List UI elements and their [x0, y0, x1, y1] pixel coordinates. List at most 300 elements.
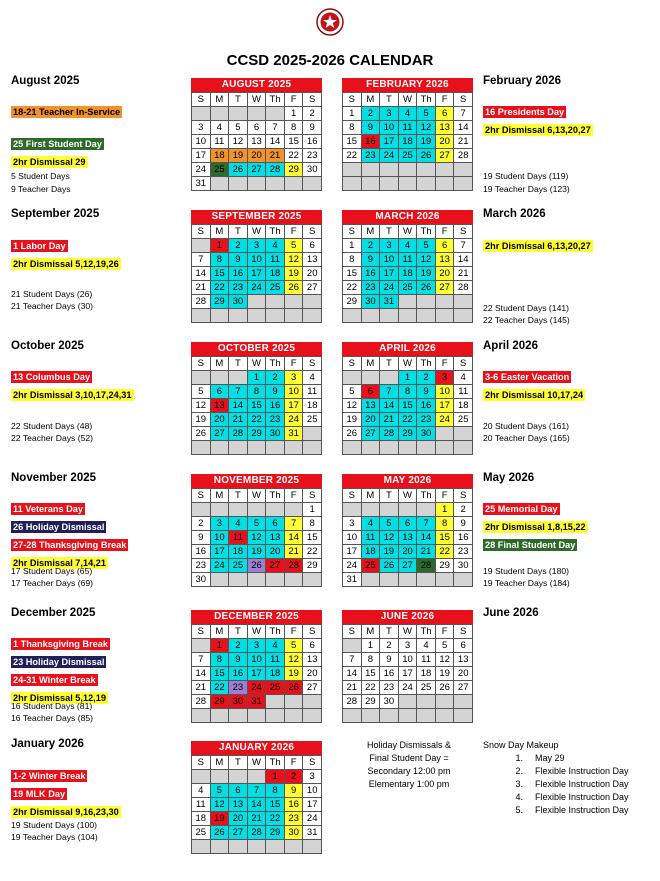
month-title: JUNE 2026 [342, 610, 473, 624]
day-cell: 28 [248, 826, 267, 840]
day-cell: 29 [248, 427, 267, 441]
day-cell: 5 [285, 239, 304, 253]
day-cell: 10 [343, 531, 362, 545]
day-cell: 18 [211, 149, 230, 163]
empty-cell [454, 695, 473, 709]
day-cell: 24 [248, 681, 267, 695]
weekday-label: W [248, 357, 267, 371]
day-cell: 5 [380, 517, 399, 531]
empty-cell [266, 695, 285, 709]
day-cell: 14 [343, 667, 362, 681]
weekday-label: Th [417, 489, 436, 503]
empty-cell [266, 295, 285, 309]
weekday-label: W [399, 225, 418, 239]
day-cell: 28 [454, 281, 473, 295]
day-cell: 5 [285, 639, 304, 653]
day-cell: 29 [211, 695, 230, 709]
day-cell: 27 [211, 427, 230, 441]
calendar-april-2026 [342, 342, 473, 455]
month-grid [191, 624, 322, 723]
day-cell: 12 [211, 798, 230, 812]
day-cell: 8 [211, 653, 230, 667]
notes-tags-feb [483, 102, 593, 138]
day-cell: 4 [211, 121, 230, 135]
day-cell: 4 [303, 371, 322, 385]
day-cell: 1 [211, 639, 230, 653]
weekday-label: S [303, 625, 322, 639]
empty-cell [343, 709, 362, 723]
day-cell: 17 [380, 135, 399, 149]
day-cell: 13 [362, 399, 381, 413]
day-cell: 15 [343, 267, 362, 281]
weekday-label: S [192, 93, 211, 107]
day-cell: 30 [380, 695, 399, 709]
weekday-label: S [303, 225, 322, 239]
day-cell: 12 [285, 653, 304, 667]
day-cell: 3 [285, 371, 304, 385]
empty-cell [229, 309, 248, 323]
day-cell: 29 [436, 559, 455, 573]
weekday-label: T [229, 756, 248, 770]
day-cell: 15 [436, 531, 455, 545]
day-cell: 15 [211, 667, 230, 681]
empty-cell [211, 107, 230, 121]
weekday-label: Th [266, 357, 285, 371]
event-tag: 2hr Dismissal 7,14,21 [13, 558, 106, 568]
empty-cell [285, 709, 304, 723]
day-cell: 11 [229, 531, 248, 545]
day-cell: 1 [266, 770, 285, 784]
day-cell: 1 [248, 371, 267, 385]
day-cell: 1 [343, 107, 362, 121]
weekday-label: Th [266, 93, 285, 107]
day-cell: 29 [399, 427, 418, 441]
day-cell: 8 [436, 517, 455, 531]
day-cell: 1 [303, 503, 322, 517]
day-cell: 16 [362, 135, 381, 149]
day-cell: 15 [362, 667, 381, 681]
day-cell: 23 [417, 413, 436, 427]
day-cell: 2 [380, 639, 399, 653]
empty-cell [343, 503, 362, 517]
day-cell: 15 [266, 798, 285, 812]
day-cell: 19 [436, 667, 455, 681]
empty-cell [248, 573, 267, 587]
day-cell: 25 [399, 149, 418, 163]
notes-tags-apr [483, 367, 585, 403]
empty-cell [417, 163, 436, 177]
empty-cell [192, 639, 211, 653]
day-cell: 7 [192, 253, 211, 267]
day-cell: 18 [399, 135, 418, 149]
empty-cell [380, 709, 399, 723]
day-cell: 16 [303, 135, 322, 149]
weekday-label: T [380, 357, 399, 371]
dismissal-line: Holiday Dismissals & [366, 740, 452, 750]
makeup-item: 1. May 29 [515, 753, 565, 763]
dismissal-line: Elementary 1:00 pm [368, 779, 450, 789]
empty-cell [380, 573, 399, 587]
day-cell: 3 [248, 639, 267, 653]
day-cell: 30 [417, 427, 436, 441]
empty-cell [380, 371, 399, 385]
day-cell: 13 [248, 135, 267, 149]
weekday-label: F [285, 225, 304, 239]
day-cell: 27 [436, 149, 455, 163]
day-cell: 10 [285, 385, 304, 399]
empty-cell [399, 441, 418, 455]
day-cell: 3 [436, 371, 455, 385]
empty-cell [343, 177, 362, 191]
event-tag: 1 Labor Day [13, 241, 66, 251]
empty-cell [343, 371, 362, 385]
empty-cell [285, 295, 304, 309]
empty-cell [266, 441, 285, 455]
day-cell: 24 [211, 559, 230, 573]
teacher-days-jan: 19 Teacher Days (104) [11, 832, 98, 842]
day-cell: 7 [380, 385, 399, 399]
empty-cell [380, 503, 399, 517]
empty-cell [285, 309, 304, 323]
event-tag: 25 Memorial Day [485, 504, 558, 514]
day-cell: 2 [303, 107, 322, 121]
event-tag: 2hr Dismissal 5,12,19 [13, 693, 106, 703]
day-cell: 21 [248, 812, 267, 826]
dismissal-line: Secondary 12:00 pm [367, 766, 451, 776]
day-cell: 25 [229, 559, 248, 573]
weekday-label: S [343, 489, 362, 503]
day-cell: 30 [285, 826, 304, 840]
event-tag: 27-28 Thanksgiving Break [13, 540, 127, 550]
day-cell: 3 [211, 517, 230, 531]
day-cell: 18 [266, 267, 285, 281]
day-cell: 25 [211, 163, 230, 177]
weekday-label: S [454, 93, 473, 107]
day-cell: 20 [303, 667, 322, 681]
day-cell: 9 [285, 784, 304, 798]
month-grid [191, 488, 322, 587]
empty-cell [211, 573, 230, 587]
empty-cell [229, 107, 248, 121]
day-cell: 1 [211, 239, 230, 253]
day-cell: 27 [303, 681, 322, 695]
day-cell: 3 [248, 239, 267, 253]
empty-cell [454, 163, 473, 177]
day-cell: 19 [285, 267, 304, 281]
empty-cell [248, 295, 267, 309]
weekday-label: T [380, 225, 399, 239]
day-cell: 10 [211, 531, 230, 545]
day-cell: 7 [454, 107, 473, 121]
day-cell: 11 [454, 385, 473, 399]
weekday-label: Th [266, 625, 285, 639]
weekday-label: F [436, 625, 455, 639]
empty-cell [454, 177, 473, 191]
empty-cell [362, 573, 381, 587]
day-cell: 2 [229, 239, 248, 253]
day-cell: 25 [266, 281, 285, 295]
calendar-january-2026 [191, 741, 322, 854]
month-title: OCTOBER 2025 [191, 342, 322, 356]
notes-heading-may: May 2026 [483, 472, 535, 484]
empty-cell [211, 371, 230, 385]
empty-cell [303, 427, 322, 441]
empty-cell [436, 709, 455, 723]
empty-cell [399, 309, 418, 323]
event-tag: 28 Final Student Day [485, 540, 576, 550]
day-cell: 21 [229, 413, 248, 427]
weekday-label: S [192, 489, 211, 503]
day-cell: 6 [303, 239, 322, 253]
day-cell: 22 [436, 545, 455, 559]
day-cell: 27 [362, 427, 381, 441]
empty-cell [436, 177, 455, 191]
weekday-label: W [399, 625, 418, 639]
day-cell: 17 [343, 545, 362, 559]
month-title: SEPTEMBER 2025 [191, 210, 322, 224]
day-cell: 23 [454, 545, 473, 559]
weekday-label: S [303, 489, 322, 503]
day-cell: 8 [248, 385, 267, 399]
day-cell: 20 [303, 267, 322, 281]
day-cell: 27 [266, 559, 285, 573]
day-cell: 24 [248, 281, 267, 295]
day-cell: 18 [266, 667, 285, 681]
day-cell: 3 [399, 639, 418, 653]
day-cell: 16 [266, 399, 285, 413]
day-cell: 3 [303, 770, 322, 784]
day-cell: 14 [380, 399, 399, 413]
day-cell: 26 [229, 163, 248, 177]
day-cell: 9 [380, 653, 399, 667]
empty-cell [399, 573, 418, 587]
day-cell: 2 [454, 503, 473, 517]
weekday-label: T [229, 625, 248, 639]
day-cell: 5 [436, 639, 455, 653]
day-cell: 28 [229, 427, 248, 441]
student-days-nov: 17 Student Days (65) [11, 566, 93, 576]
empty-cell [362, 371, 381, 385]
day-cell: 24 [380, 149, 399, 163]
weekday-label: W [399, 357, 418, 371]
event-tag: 18-21 Teacher In-Service [13, 107, 121, 117]
day-cell: 14 [229, 399, 248, 413]
day-cell: 23 [192, 559, 211, 573]
day-cell: 31 [380, 295, 399, 309]
weekday-label: F [436, 225, 455, 239]
weekday-label: W [248, 756, 267, 770]
empty-cell [380, 309, 399, 323]
weekday-label: F [285, 756, 304, 770]
empty-cell [417, 695, 436, 709]
notes-tags-jan [11, 766, 121, 820]
empty-cell [211, 503, 230, 517]
day-cell: 7 [454, 239, 473, 253]
day-cell: 15 [303, 531, 322, 545]
teacher-days-aug: 9 Teacher Days [11, 184, 71, 194]
event-tag: 25 First Student Day [13, 139, 102, 149]
day-cell: 3 [343, 517, 362, 531]
day-cell: 14 [454, 121, 473, 135]
day-cell: 9 [229, 653, 248, 667]
notes-heading-jun: June 2026 [483, 607, 539, 619]
day-cell: 19 [285, 667, 304, 681]
page-title: CCSD 2025-2026 CALENDAR [226, 52, 434, 69]
empty-cell [399, 503, 418, 517]
empty-cell [343, 639, 362, 653]
weekday-label: S [454, 225, 473, 239]
weekday-label: S [303, 756, 322, 770]
day-cell: 30 [229, 295, 248, 309]
calendar-august-2025 [191, 78, 322, 191]
day-cell: 13 [266, 531, 285, 545]
day-cell: 19 [417, 267, 436, 281]
empty-cell [248, 503, 267, 517]
notes-tags-nov [11, 499, 128, 571]
teacher-days-dec: 16 Teacher Days (85) [11, 713, 94, 723]
day-cell: 22 [211, 281, 230, 295]
empty-cell [285, 840, 304, 854]
day-cell: 18 [454, 399, 473, 413]
empty-cell [436, 163, 455, 177]
day-cell: 24 [436, 413, 455, 427]
empty-cell [192, 441, 211, 455]
snow-day-makeup [483, 739, 653, 817]
empty-cell [343, 163, 362, 177]
day-cell: 11 [266, 253, 285, 267]
day-cell: 5 [229, 121, 248, 135]
notes-heading-sep: September 2025 [11, 208, 100, 220]
month-title: AUGUST 2025 [191, 78, 322, 92]
day-cell: 17 [211, 545, 230, 559]
day-cell: 26 [285, 681, 304, 695]
event-tag: 2hr Dismissal 29 [13, 157, 86, 167]
notes-tags-mar [483, 236, 593, 254]
day-cell: 14 [192, 667, 211, 681]
day-cell: 31 [285, 427, 304, 441]
empty-cell [248, 309, 267, 323]
empty-cell [211, 770, 230, 784]
student-days-dec: 16 Student Days (81) [11, 701, 93, 711]
weekday-label: M [211, 225, 230, 239]
weekday-label: F [436, 489, 455, 503]
empty-cell [248, 770, 267, 784]
makeup-item: 5. Flexible Instruction Day [515, 805, 629, 815]
day-cell: 21 [192, 681, 211, 695]
empty-cell [454, 709, 473, 723]
day-cell: 13 [229, 798, 248, 812]
day-cell: 9 [454, 517, 473, 531]
student-days-may: 19 Student Days (180) [483, 566, 569, 576]
notes-heading-mar: March 2026 [483, 208, 546, 220]
weekday-label: W [248, 225, 267, 239]
weekday-label: W [248, 93, 267, 107]
day-cell: 10 [248, 653, 267, 667]
snow-makeup-heading: Snow Day Makeup [483, 740, 559, 750]
day-cell: 27 [303, 281, 322, 295]
weekday-label: S [343, 625, 362, 639]
day-cell: 12 [417, 253, 436, 267]
day-cell: 28 [192, 695, 211, 709]
day-cell: 27 [229, 826, 248, 840]
empty-cell [343, 309, 362, 323]
day-cell: 22 [362, 681, 381, 695]
empty-cell [303, 177, 322, 191]
day-cell: 21 [285, 545, 304, 559]
month-grid [342, 356, 473, 455]
empty-cell [436, 427, 455, 441]
empty-cell [362, 163, 381, 177]
weekday-label: S [343, 357, 362, 371]
day-cell: 8 [285, 121, 304, 135]
empty-cell [303, 840, 322, 854]
teacher-days-nov: 17 Teacher Days (69) [11, 578, 94, 588]
day-cell: 6 [399, 517, 418, 531]
empty-cell [266, 840, 285, 854]
student-days-oct: 22 Student Days (48) [11, 421, 93, 431]
day-cell: 10 [248, 253, 267, 267]
empty-cell [399, 163, 418, 177]
teacher-days-may: 19 Teacher Days (184) [483, 578, 570, 588]
day-cell: 13 [303, 653, 322, 667]
weekday-label: F [436, 93, 455, 107]
day-cell: 23 [380, 681, 399, 695]
weekday-label: Th [266, 756, 285, 770]
day-cell: 20 [229, 812, 248, 826]
weekday-label: Th [266, 489, 285, 503]
weekday-label: F [285, 357, 304, 371]
day-cell: 27 [399, 559, 418, 573]
empty-cell [192, 770, 211, 784]
day-cell: 5 [192, 385, 211, 399]
day-cell: 22 [303, 545, 322, 559]
month-grid [342, 624, 473, 723]
empty-cell [417, 177, 436, 191]
empty-cell [192, 371, 211, 385]
weekday-label: Th [417, 625, 436, 639]
day-cell: 21 [343, 681, 362, 695]
day-cell: 18 [192, 812, 211, 826]
day-cell: 19 [211, 812, 230, 826]
day-cell: 15 [343, 135, 362, 149]
month-title: NOVEMBER 2025 [191, 474, 322, 488]
day-cell: 20 [211, 413, 230, 427]
day-cell: 1 [399, 371, 418, 385]
day-cell: 25 [362, 559, 381, 573]
day-cell: 6 [436, 107, 455, 121]
weekday-label: F [285, 625, 304, 639]
day-cell: 13 [436, 121, 455, 135]
notes-heading-aug: August 2025 [11, 75, 80, 87]
notes-heading-apr: April 2026 [483, 340, 538, 352]
day-cell: 21 [417, 545, 436, 559]
empty-cell [192, 309, 211, 323]
day-cell: 29 [266, 826, 285, 840]
day-cell: 13 [211, 399, 230, 413]
weekday-label: Th [417, 225, 436, 239]
weekday-label: W [399, 489, 418, 503]
day-cell: 13 [303, 253, 322, 267]
day-cell: 18 [303, 399, 322, 413]
weekday-label: M [211, 625, 230, 639]
day-cell: 14 [192, 267, 211, 281]
day-cell: 22 [343, 281, 362, 295]
day-cell: 29 [211, 295, 230, 309]
day-cell: 20 [436, 135, 455, 149]
empty-cell [285, 695, 304, 709]
day-cell: 26 [192, 427, 211, 441]
day-cell: 26 [285, 281, 304, 295]
